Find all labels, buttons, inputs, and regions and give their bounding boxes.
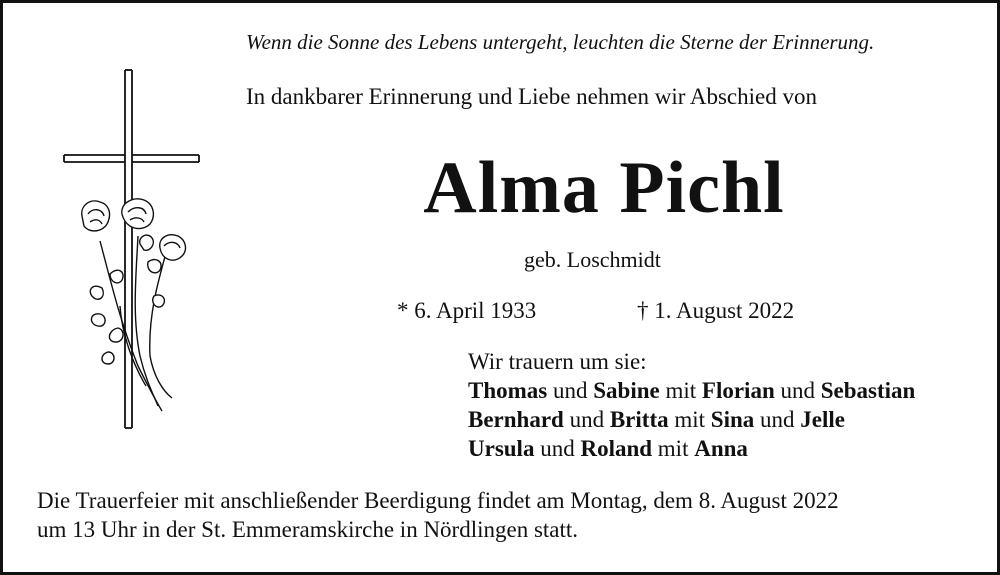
mourner-name: Sina [710,407,755,432]
mourners-line [468,376,915,405]
connector: und [540,436,575,461]
mourner-name: Anna [694,436,748,461]
mourner-name: Ursula [468,436,535,461]
connector: mit [665,378,697,403]
connector: und [780,378,815,403]
connector: und [760,407,795,432]
mourners-list [468,347,915,463]
connector: mit [657,436,689,461]
death-date: † 1. August 2022 [637,298,795,323]
funeral-info-line: um 13 Uhr in der St. Emmeramskirche in Nördlingen statt. [37,517,579,542]
funeral-info-line: Die Trauerfeier mit anschließender Beerdigung findet am Montag, dem 8. August 2022 [37,488,839,513]
connector: und [553,378,588,403]
connector: mit [674,407,706,432]
cross-with-roses-icon [60,66,205,436]
funeral-info [37,486,839,544]
mourner-name: Bernhard [468,407,564,432]
deceased-name: Alma Pichl [423,147,785,229]
motto-quote: Wenn die Sonne des Lebens untergeht, leuchten die Sterne der Erinnerung. [246,30,875,54]
mourner-name: Florian [701,378,775,403]
birth-date: * 6. April 1933 [397,298,537,323]
mourner-name: Britta [609,407,669,432]
mourners-line [468,434,915,463]
intro-text: In dankbarer Erinnerung und Liebe nehmen wir Abschied von [246,84,817,109]
mourner-name: Roland [580,436,653,461]
mourner-name: Sabine [593,378,660,403]
mourner-name: Sebastian [820,378,916,403]
mourners-line [468,405,915,434]
connector: und [569,407,605,432]
mourner-name: Thomas [468,378,548,403]
maiden-name: geb. Loschmidt [524,247,661,272]
mourner-name: Jelle [800,407,845,432]
mourners-heading: Wir trauern um sie: [468,349,647,374]
